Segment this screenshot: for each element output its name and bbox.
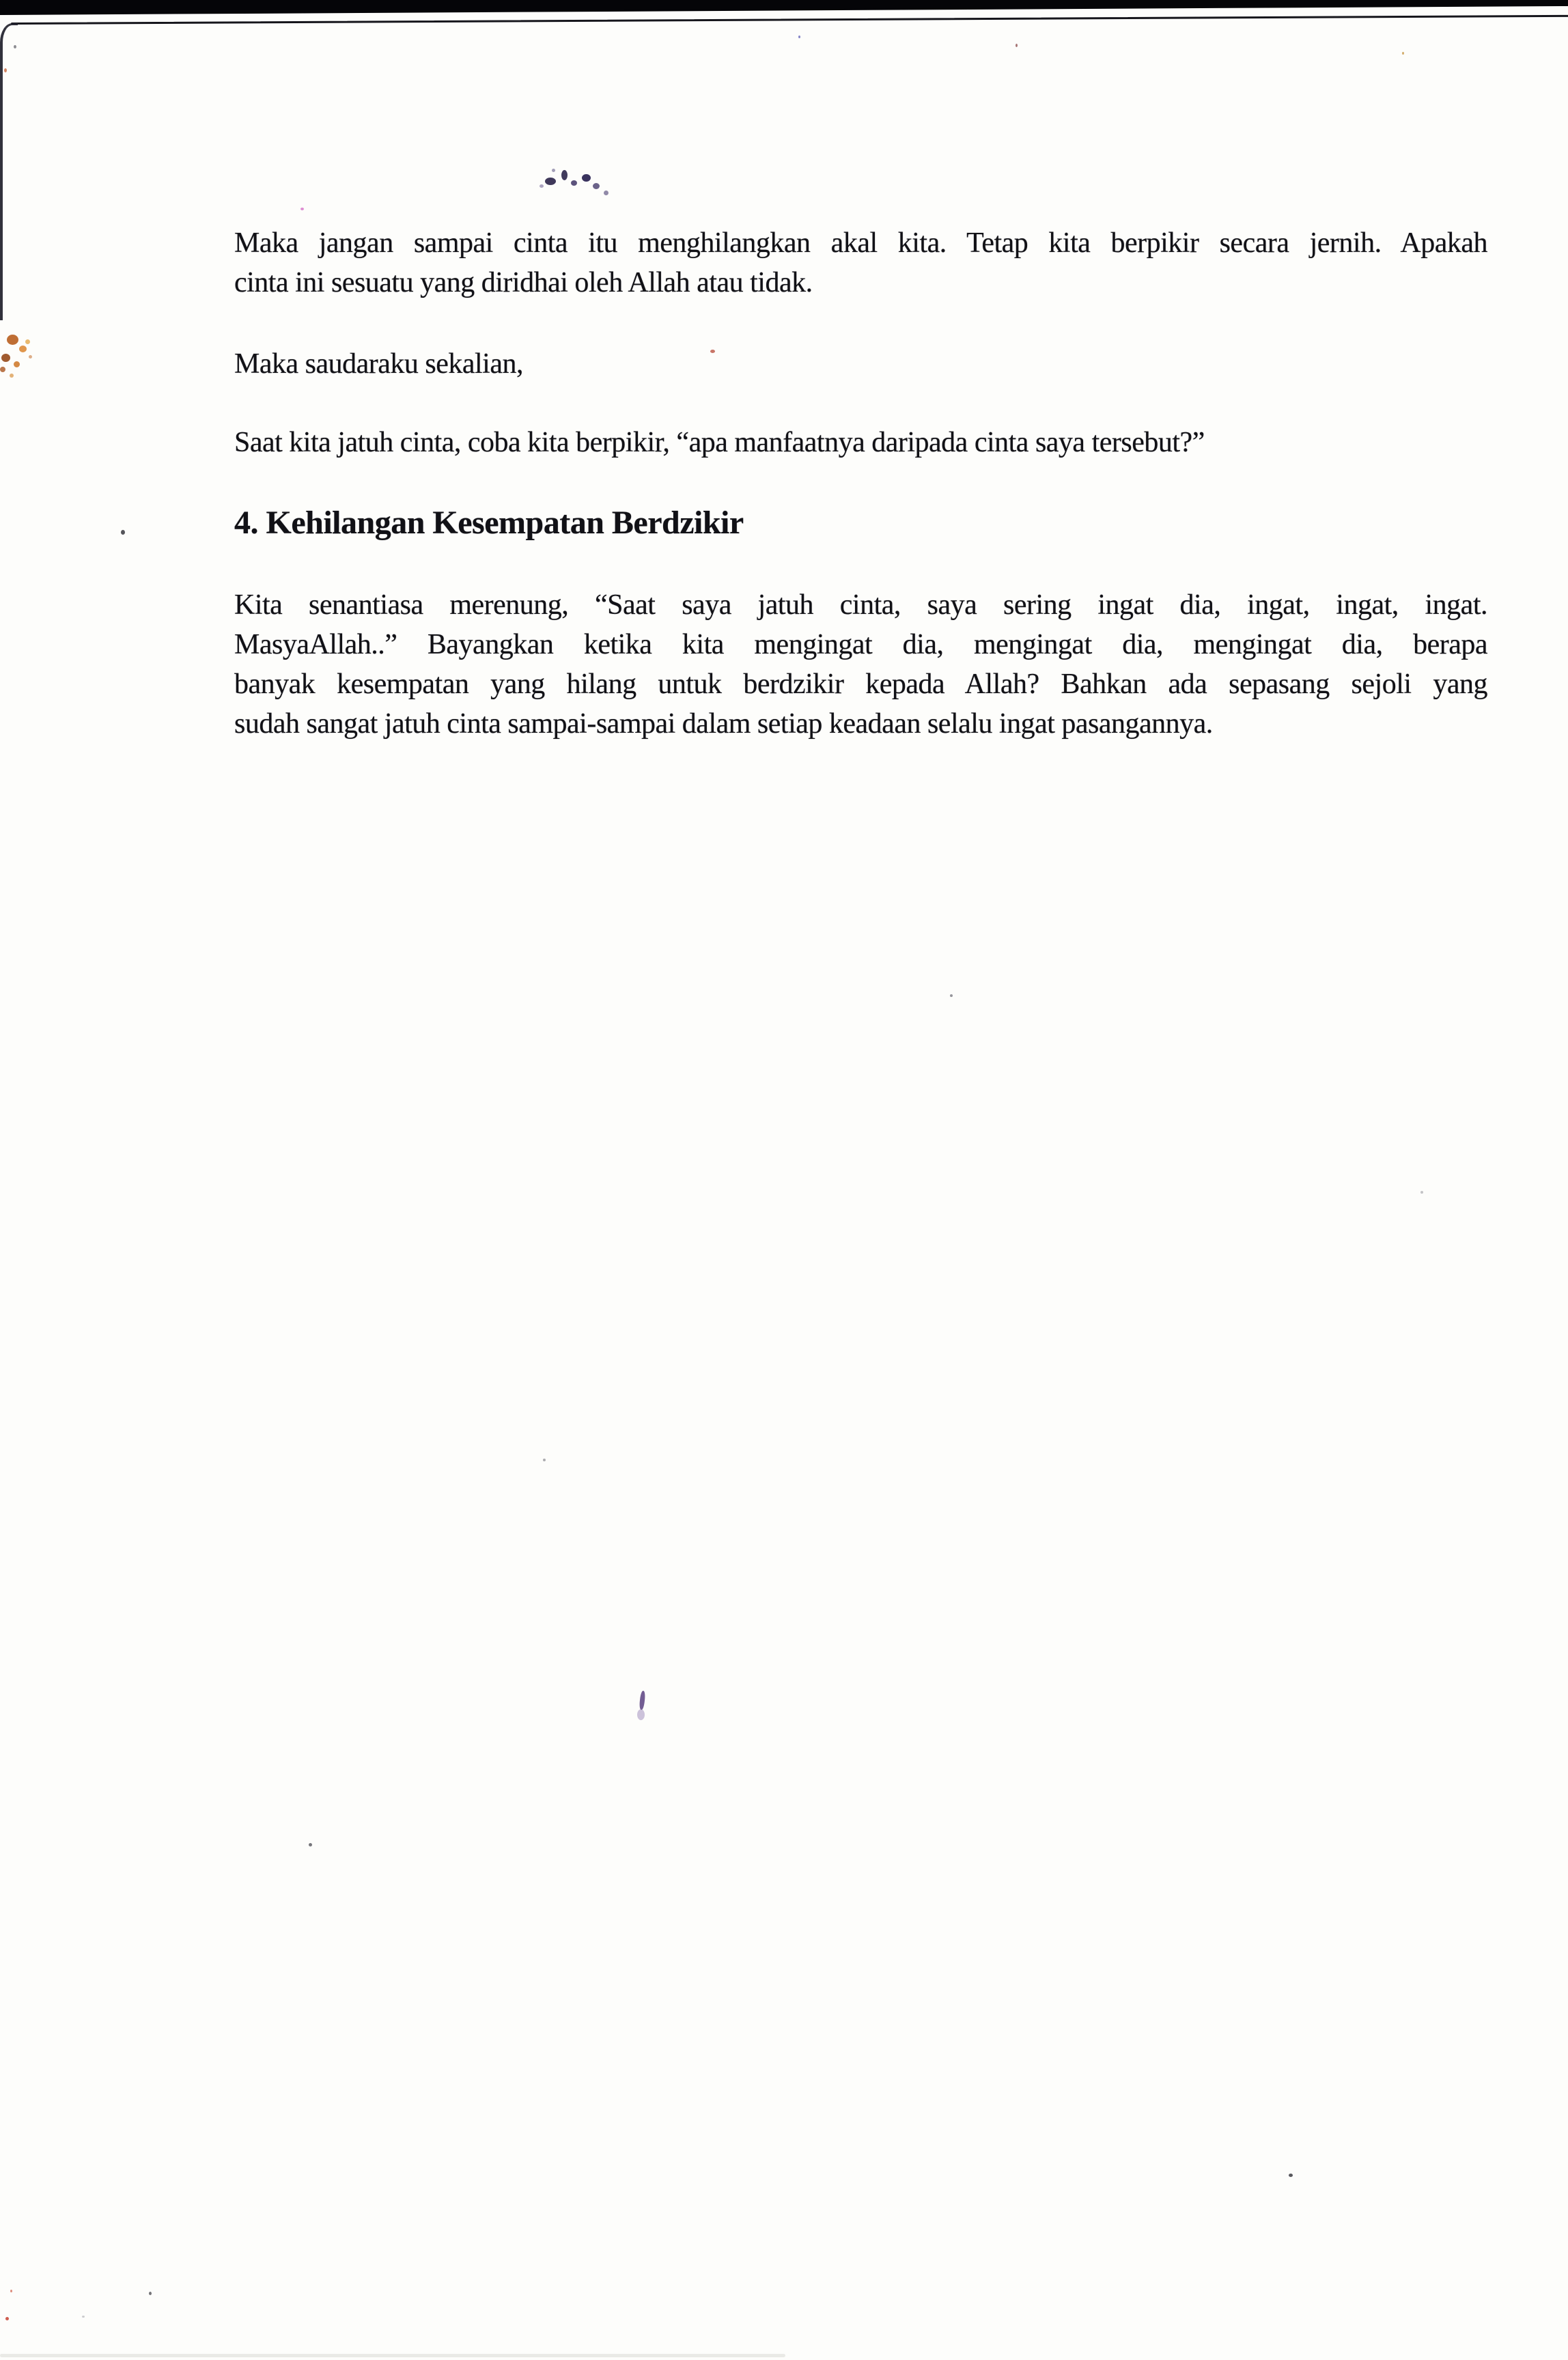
scan-bottom-smear	[0, 2354, 785, 2357]
speck	[149, 2292, 152, 2295]
stain-speck	[7, 335, 18, 345]
stain-speck	[19, 346, 27, 352]
ink-smudge-speck	[552, 169, 555, 172]
ink-smudge-speck	[582, 174, 591, 182]
paragraph-1	[234, 223, 1487, 303]
speck	[1016, 44, 1018, 47]
ink-smudge-speck	[593, 183, 600, 189]
text-line: cinta ini sesuatu yang diridhai oleh Allah atau tidak.	[234, 267, 813, 298]
text-line: Maka saudaraku sekalian,	[234, 348, 523, 380]
speck	[1402, 52, 1404, 55]
speck	[5, 2317, 9, 2320]
text-line: Maka jangan sampai cinta itu menghilangkan akal kita. Tetap kita berpikir secara jernih. Apakah	[234, 227, 1487, 259]
text-line: MasyaAllah..” Bayangkan ketika kita mengingat dia, mengingat dia, mengingat dia, berapa	[234, 629, 1487, 660]
speck	[950, 994, 953, 997]
speck	[309, 1843, 312, 1846]
ink-smudge-speck	[604, 191, 608, 195]
ink-smudge-speck	[561, 170, 568, 180]
ink-smudge-speck	[545, 178, 556, 185]
ink-squiggle	[637, 1709, 645, 1720]
speck	[10, 2290, 12, 2292]
speck	[1420, 1191, 1423, 1194]
paragraph-3	[234, 423, 1487, 462]
speck	[543, 1459, 546, 1461]
scan-left-edge-line	[0, 23, 18, 320]
stain-speck	[14, 361, 20, 367]
speck	[121, 530, 125, 535]
text-line: banyak kesempatan yang hilang untuk berdzikir kepada Allah? Bahkan ada sepasang sejoli yang	[234, 669, 1487, 700]
section-heading: 4. Kehilangan Kesempatan Berdzikir	[234, 505, 744, 541]
stain-speck	[25, 339, 30, 344]
ink-smudge-speck	[571, 180, 577, 186]
ink-squiggle	[639, 1691, 646, 1711]
stain-speck	[10, 374, 14, 378]
stain-speck	[0, 367, 5, 372]
speck	[1289, 2174, 1293, 2177]
ink-smudge-speck	[540, 184, 544, 188]
text-line: sudah sangat jatuh cinta sampai-sampai dalam setiap keadaan selalu ingat pasangannya.	[234, 708, 1213, 740]
paragraph-4	[234, 585, 1487, 744]
speck	[300, 208, 304, 210]
stain-speck	[29, 355, 32, 359]
scan-top-edge-bar	[0, 0, 1568, 15]
speck	[798, 36, 800, 38]
stain-speck	[1, 354, 10, 362]
text-line: Saat kita jatuh cinta, coba kita berpikir, “apa manfaatnya daripada cinta saya tersebut?”	[234, 427, 1205, 458]
text-line: Kita senantiasa merenung, “Saat saya jatuh cinta, saya sering ingat dia, ingat, ingat, ingat.	[234, 589, 1487, 621]
paragraph-2	[234, 344, 1487, 384]
speck	[82, 2316, 85, 2318]
scan-diagonal-line	[11, 15, 1568, 25]
